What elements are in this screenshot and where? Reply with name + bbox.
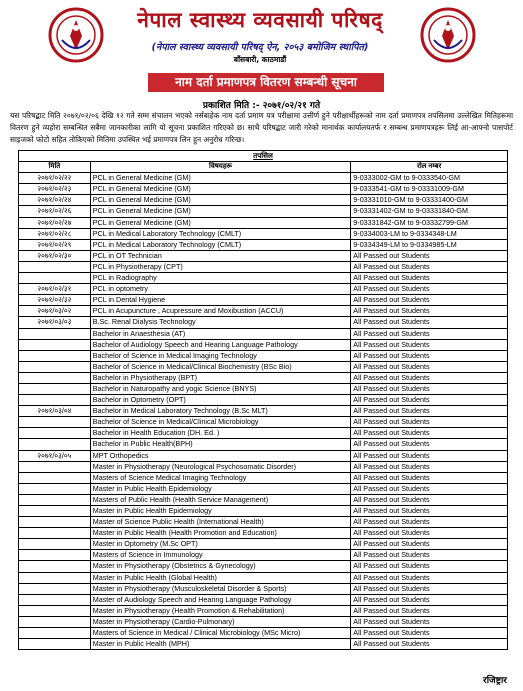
- column-header-date: मिति: [19, 162, 91, 173]
- table-row: [19, 639, 508, 650]
- subject-cell: Master of Audiology Speech and Hearing Language Pathology: [90, 594, 351, 605]
- table-row: [19, 472, 508, 483]
- subject-cell: Bachelor in Optometry (OPT): [90, 395, 351, 406]
- subject-cell: Master in Public Health (MPH): [90, 639, 351, 650]
- subject-cell: Bachelor in Naturopathy and yogic Science (BNYS): [90, 383, 351, 394]
- roll-number-cell: 9-0334349-LM to 9-0334985-LM: [351, 239, 508, 250]
- table-row: [19, 528, 508, 539]
- roll-number-cell: 9-0334003-LM to 9-0334348-LM: [351, 228, 508, 239]
- notice-paragraph: यस परिषद्बाट मिति २०७१/०२/०६ देखि १२ गते सम्म संचालन भएको नर्सबाहेक नाम दर्ता प्रमाण पत्र परीक्षामा उत्तीर्ण हुने परीक्षार्थीहरूको नाम दर्ता प्रमाणपत्र तपसिलमा उल्लेखित मितिहरूमा वितरण हुने व्यहोरा सम्बन्धित सबैमा जानकारीका लागि यो सूचना प्रकाशित गरिएको छ। साथै परिषद्बाट जारी गरेको मानार्थक कार्यालयतर्फ र सम्बन्ध प्रमाणपत्रहरू लिई आ-आफ्नो पासपोर्ट साइजको फोटो सहित तोकिएको मितिमा उपस्थित भई प्रमाणपत्र लिन हुन अनुरोध गरिन्छ।: [10, 111, 513, 145]
- subject-cell: Master in Public Health (Health Promotion and Education): [90, 528, 351, 539]
- subject-cell: Bachelor of Science in Medical Imaging Technology: [90, 350, 351, 361]
- date-cell: [19, 339, 91, 350]
- table-row: [19, 217, 508, 228]
- subject-cell: Bachelor in Health Education (DH. Ed. ): [90, 428, 351, 439]
- subject-cell: B.Sc. Renal Dialysis Technology: [90, 317, 351, 328]
- roll-number-cell: All Passed out Students: [351, 250, 508, 261]
- date-cell: [19, 472, 91, 483]
- subject-cell: PCL in General Medicine (GM): [90, 195, 351, 206]
- roll-number-cell: 9-0333541-GM to 9-03331009-GM: [351, 184, 508, 195]
- subject-cell: Bachelor of Science in Medical/Clinical Biochemistry (BSc Bio): [90, 361, 351, 372]
- organization-title: नेपाल स्वास्थ्य व्यवसायी परिषद्: [137, 7, 383, 32]
- table-row: [19, 539, 508, 550]
- subject-cell: Master in Physiotherapy (Health Promotion & Rehabilitation): [90, 605, 351, 616]
- roll-number-cell: All Passed out Students: [351, 639, 508, 650]
- date-cell: [19, 506, 91, 517]
- roll-number-cell: All Passed out Students: [351, 605, 508, 616]
- letterhead: [0, 0, 523, 72]
- table-row: [19, 273, 508, 284]
- table-row: [19, 506, 508, 517]
- table-row: [19, 295, 508, 306]
- roll-number-cell: All Passed out Students: [351, 406, 508, 417]
- table-row: [19, 383, 508, 394]
- roll-number-cell: All Passed out Students: [351, 561, 508, 572]
- table-row: [19, 561, 508, 572]
- council-emblem-icon: [48, 6, 104, 64]
- subject-cell: Masters of Science in Immunology: [90, 550, 351, 561]
- date-cell: २०७१/०२/२७: [19, 217, 91, 228]
- registrar-signature: रजिष्ट्रार: [483, 676, 507, 686]
- publish-date: प्रकाशित मिति :- २०७१/०२/२१ गते: [202, 101, 321, 111]
- date-cell: [19, 561, 91, 572]
- roll-number-cell: All Passed out Students: [351, 428, 508, 439]
- table-row: [19, 328, 508, 339]
- subject-cell: Bachelor in Physiotherapy (BPT): [90, 372, 351, 383]
- table-row: [19, 483, 508, 494]
- subject-cell: PCL in Medical Laboratory Technology (CMLT): [90, 239, 351, 250]
- subject-cell: Master in Physiotherapy (Neurological Psychosomatic Disorder): [90, 461, 351, 472]
- table-row: [19, 306, 508, 317]
- roll-number-cell: 9-03331842-GM to 9-03332799-GM: [351, 217, 508, 228]
- roll-number-cell: All Passed out Students: [351, 450, 508, 461]
- subject-cell: Master in Optometry (M.Sc OPT): [90, 539, 351, 550]
- table-row: [19, 184, 508, 195]
- subject-cell: PCL in Acupuncture , Acupressure and Moxibustion (ACCU): [90, 306, 351, 317]
- roll-number-cell: 9-03331010-GM to 9-03331400-GM: [351, 195, 508, 206]
- roll-number-cell: All Passed out Students: [351, 494, 508, 505]
- date-cell: २०७१/०२/२९: [19, 239, 91, 250]
- organization-subtitle: (नेपाल स्वास्थ्य व्यवसायी परिषद् ऐन, २०५३ बमोजिम स्थापित): [151, 42, 369, 53]
- date-cell: [19, 328, 91, 339]
- council-emblem-icon: [420, 6, 476, 64]
- roll-number-cell: All Passed out Students: [351, 417, 508, 428]
- date-cell: २०७१/०२/३१: [19, 284, 91, 295]
- table-row: [19, 350, 508, 361]
- roll-number-cell: All Passed out Students: [351, 528, 508, 539]
- roll-number-cell: All Passed out Students: [351, 383, 508, 394]
- subject-cell: Bachelor in Anaesthesia (AT): [90, 328, 351, 339]
- roll-number-cell: All Passed out Students: [351, 395, 508, 406]
- date-cell: २०७१/०३/०३: [19, 317, 91, 328]
- date-cell: २०७१/०३/०२: [19, 306, 91, 317]
- date-cell: [19, 583, 91, 594]
- roll-number-cell: All Passed out Students: [351, 616, 508, 627]
- subject-cell: Bachelor of Science in Medical/Clinical Microbiology: [90, 417, 351, 428]
- table-row: [19, 339, 508, 350]
- distribution-schedule-table: [18, 150, 508, 650]
- roll-number-cell: All Passed out Students: [351, 439, 508, 450]
- subject-cell: PCL in optometry: [90, 284, 351, 295]
- date-cell: [19, 273, 91, 284]
- table-row: [19, 372, 508, 383]
- table-row: [19, 228, 508, 239]
- table-row: [19, 550, 508, 561]
- subject-cell: PCL in General Medicine (GM): [90, 217, 351, 228]
- date-cell: [19, 350, 91, 361]
- table-row: [19, 494, 508, 505]
- date-cell: [19, 494, 91, 505]
- subject-cell: PCL in Physiotherapy (CPT): [90, 261, 351, 272]
- subject-cell: Bachelor in Medical Laboratory Technology (B.Sc MLT): [90, 406, 351, 417]
- roll-number-cell: 9-0333002-GM to 9-0333540-GM: [351, 173, 508, 184]
- roll-number-cell: All Passed out Students: [351, 628, 508, 639]
- subject-cell: Masters of Public Health (Health Service Management): [90, 494, 351, 505]
- roll-number-cell: All Passed out Students: [351, 339, 508, 350]
- table-row: [19, 406, 508, 417]
- table-row: [19, 583, 508, 594]
- roll-number-cell: All Passed out Students: [351, 506, 508, 517]
- date-cell: २०७१/०२/२६: [19, 206, 91, 217]
- table-row: [19, 261, 508, 272]
- subject-cell: Bachelor of Audiology Speech and Hearing Language Pathology: [90, 339, 351, 350]
- date-cell: २०७१/०२/२३: [19, 184, 91, 195]
- roll-number-cell: All Passed out Students: [351, 539, 508, 550]
- date-cell: [19, 550, 91, 561]
- date-cell: २०७१/०२/२८: [19, 228, 91, 239]
- date-cell: [19, 417, 91, 428]
- table-row: [19, 428, 508, 439]
- table-row: [19, 628, 508, 639]
- subject-cell: PCL in General Medicine (GM): [90, 184, 351, 195]
- roll-number-cell: All Passed out Students: [351, 461, 508, 472]
- roll-number-cell: All Passed out Students: [351, 295, 508, 306]
- subject-cell: MPT Orthopedics: [90, 450, 351, 461]
- subject-cell: PCL in Medical Laboratory Technology (CMLT): [90, 228, 351, 239]
- organization-address: बाँसबारी, काठमाडौं: [233, 55, 287, 64]
- subject-cell: Bachelor in Public Health(BPH): [90, 439, 351, 450]
- table-row: [19, 605, 508, 616]
- date-cell: २०७१/०२/२४: [19, 195, 91, 206]
- subject-cell: PCL in Radiography: [90, 273, 351, 284]
- roll-number-cell: All Passed out Students: [351, 517, 508, 528]
- table-row: [19, 317, 508, 328]
- table-row: [19, 361, 508, 372]
- roll-number-cell: All Passed out Students: [351, 483, 508, 494]
- table-row: [19, 594, 508, 605]
- table-row: [19, 417, 508, 428]
- subject-cell: PCL in General Medicine (GM): [90, 173, 351, 184]
- table-row: [19, 616, 508, 627]
- roll-number-cell: All Passed out Students: [351, 317, 508, 328]
- table-row: [19, 461, 508, 472]
- date-cell: [19, 361, 91, 372]
- subject-cell: PCL in General Medicine (GM): [90, 206, 351, 217]
- date-cell: [19, 528, 91, 539]
- date-cell: २०७१/०३/०४: [19, 406, 91, 417]
- table-row: [19, 239, 508, 250]
- roll-number-cell: 9-03331402-GM to 9-03331840-GM: [351, 206, 508, 217]
- subject-cell: PCL in Dental Hygiene: [90, 295, 351, 306]
- roll-number-cell: All Passed out Students: [351, 594, 508, 605]
- table-row: [19, 206, 508, 217]
- date-cell: [19, 628, 91, 639]
- roll-number-cell: All Passed out Students: [351, 284, 508, 295]
- table-title: तपसिल: [19, 151, 508, 162]
- date-cell: [19, 395, 91, 406]
- table-row: [19, 195, 508, 206]
- date-cell: [19, 572, 91, 583]
- date-cell: [19, 605, 91, 616]
- roll-number-cell: All Passed out Students: [351, 550, 508, 561]
- roll-number-cell: All Passed out Students: [351, 328, 508, 339]
- subject-cell: Master in Public Health Epidemiology: [90, 483, 351, 494]
- subject-cell: Master in Physiotherapy (Musculoskeletal Disorder & Sports): [90, 583, 351, 594]
- roll-number-cell: All Passed out Students: [351, 572, 508, 583]
- subject-cell: Master in Physiotherapy (Cardio-Pulmonary): [90, 616, 351, 627]
- date-cell: २०७१/०२/२२: [19, 173, 91, 184]
- table-row: [19, 173, 508, 184]
- roll-number-cell: All Passed out Students: [351, 372, 508, 383]
- date-cell: [19, 616, 91, 627]
- date-cell: २०७१/०२/३२: [19, 295, 91, 306]
- date-cell: [19, 517, 91, 528]
- date-cell: [19, 483, 91, 494]
- date-cell: [19, 428, 91, 439]
- table-row: [19, 572, 508, 583]
- date-cell: २०७१/०२/३०: [19, 250, 91, 261]
- roll-number-cell: All Passed out Students: [351, 583, 508, 594]
- roll-number-cell: All Passed out Students: [351, 261, 508, 272]
- date-cell: [19, 539, 91, 550]
- roll-number-cell: All Passed out Students: [351, 273, 508, 284]
- date-cell: [19, 383, 91, 394]
- subject-cell: Masters of Science Medical Imaging Technology: [90, 472, 351, 483]
- date-cell: [19, 439, 91, 450]
- subject-cell: Master in Public Health (Global Health): [90, 572, 351, 583]
- column-header-roll: रोल नम्बर: [351, 162, 508, 173]
- subject-cell: Master in Physiotherapy (Obstetrics & Gynecology): [90, 561, 351, 572]
- date-cell: [19, 261, 91, 272]
- subject-cell: Masters of Science in Medical / Clinical Microbiology (MSc Micro): [90, 628, 351, 639]
- table-row: [19, 450, 508, 461]
- table-row: [19, 284, 508, 295]
- date-cell: [19, 372, 91, 383]
- table-row: [19, 517, 508, 528]
- notice-banner: नाम दर्ता प्रमाणपत्र वितरण सम्बन्धी सूचना: [148, 73, 384, 92]
- column-header-subject: विषयहरू: [90, 162, 351, 173]
- date-cell: [19, 594, 91, 605]
- roll-number-cell: All Passed out Students: [351, 306, 508, 317]
- table-row: [19, 395, 508, 406]
- roll-number-cell: All Passed out Students: [351, 361, 508, 372]
- subject-cell: Master of Science Public Health (International Health): [90, 517, 351, 528]
- date-cell: [19, 639, 91, 650]
- table-row: [19, 439, 508, 450]
- roll-number-cell: All Passed out Students: [351, 350, 508, 361]
- table-title-row: [19, 151, 508, 162]
- date-cell: [19, 461, 91, 472]
- table-row: [19, 250, 508, 261]
- subject-cell: Master in Public Health Epidemiology: [90, 506, 351, 517]
- roll-number-cell: All Passed out Students: [351, 472, 508, 483]
- table-header-row: [19, 162, 508, 173]
- date-cell: २०७१/०३/०५: [19, 450, 91, 461]
- subject-cell: PCL in OT Technician: [90, 250, 351, 261]
